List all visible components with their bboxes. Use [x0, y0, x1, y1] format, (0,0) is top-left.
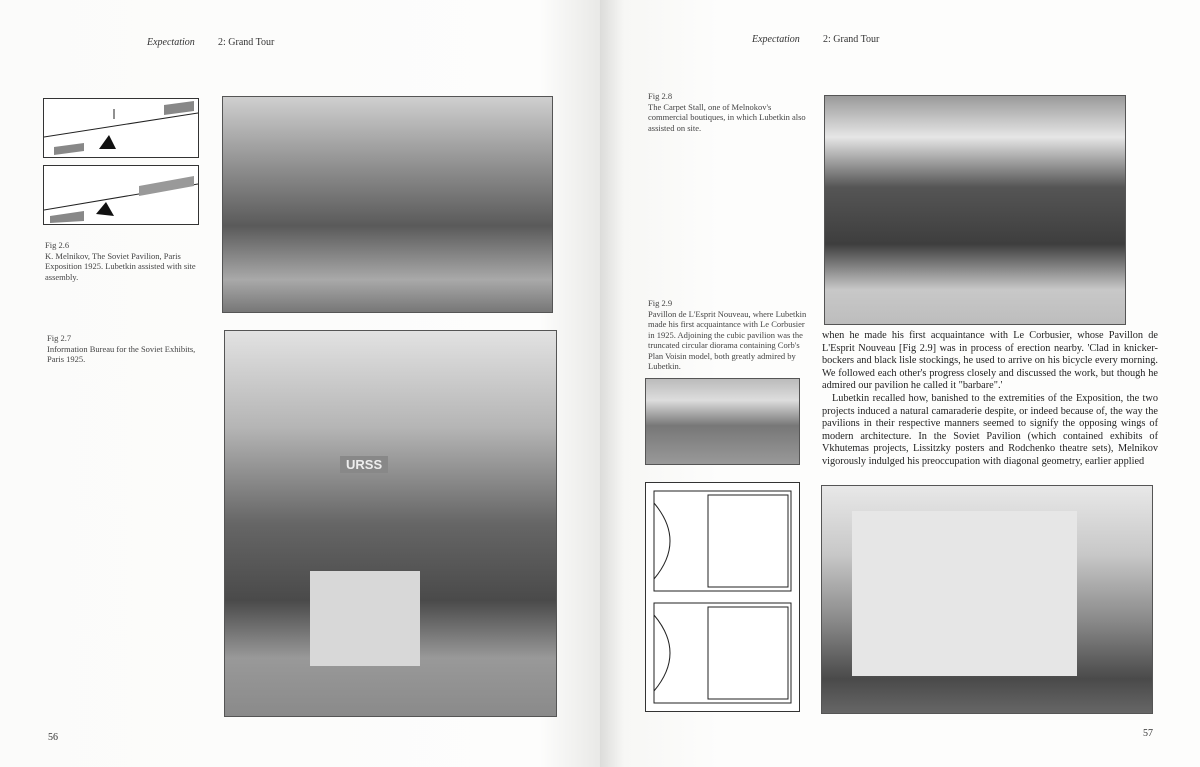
- fig-label: Fig 2.8: [648, 91, 673, 101]
- running-header-section: Expectation: [147, 37, 195, 48]
- fig-2-6-caption: [45, 240, 210, 282]
- running-header-chapter: 2: Grand Tour: [823, 34, 880, 45]
- photo-information-bureau: [224, 330, 557, 717]
- caption-text: The Carpet Stall, one of Melnokov's commercial boutiques, in which Lubetkin also assisted on site.: [648, 101, 806, 133]
- paragraph: when he made his first acquaintance with Le Corbusier, whose Pavillon de L'Esprit Nouveau [Fig 2.9] was in process of erection nearby. 'Clad in knicker-bockers and black lisle stockings, he used to arrive on his bicycle every morning. We followed each other's progress closely and discussed the work, but though he admired our pavilion he called it "barbare".': [822, 330, 1158, 392]
- paragraph: Lubetkin recalled how, banished to the extremities of the Exposition, the two projects induced a natural camaraderie despite, or indeed because of, the way the pavilions in their respective manners seemed to signify the opposing wings of modern architecture. In the Soviet Pavilion (which contained exhibits of Vkhutemas projects, Lissitzky posters and Rodchenko theatre sets), Melnikov vigorously indulged his preoccupation with diagonal geometry, earlier applied: [822, 392, 1158, 467]
- running-header-chapter: 2: Grand Tour: [218, 37, 275, 48]
- body-text: [822, 330, 1158, 469]
- page-number-right: 57: [1143, 728, 1153, 739]
- urss-sign: URSS: [340, 456, 388, 473]
- photo-esprit-nouveau-small: [645, 378, 800, 465]
- fig-2-7-caption: [47, 333, 212, 365]
- floor-plan-lower: [43, 165, 199, 225]
- fig-label: Fig 2.6: [45, 240, 70, 250]
- plan-esprit-nouveau: [645, 482, 800, 712]
- page-number-left: 56: [48, 732, 58, 743]
- fig-label: Fig 2.9: [648, 298, 673, 308]
- photo-esprit-nouveau: [821, 485, 1153, 714]
- caption-text: K. Melnikov, The Soviet Pavilion, Paris Exposition 1925. Lubetkin assisted with site assembly.: [45, 250, 196, 282]
- caption-text: Pavillon de L'Esprit Nouveau, where Lubetkin made his first acquaintance with Le Corbusier in 1925. Adjoining the cubic pavilion was the truncated circular diorama containing Corb's Plan Voisin model, both greatly admired by Lubetkin.: [648, 308, 807, 371]
- fig-2-9-caption: [648, 298, 813, 372]
- running-header-section: Expectation: [752, 34, 800, 45]
- cubic-pavilion: [852, 511, 1077, 676]
- photo-carpet-stall: [824, 95, 1126, 325]
- photo-soviet-pavilion: [222, 96, 553, 313]
- fig-2-8-caption: [648, 91, 813, 133]
- floor-plan-upper: [43, 98, 199, 158]
- caption-text: Information Bureau for the Soviet Exhibits, Paris 1925.: [47, 343, 196, 364]
- kiosk: [310, 571, 420, 666]
- fig-label: Fig 2.7: [47, 333, 72, 343]
